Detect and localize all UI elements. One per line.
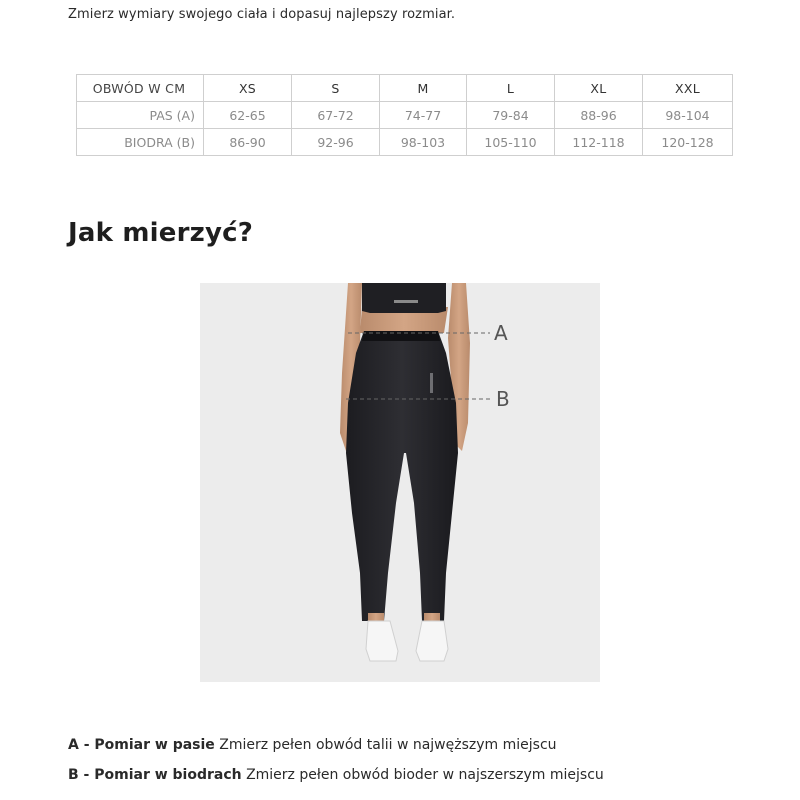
legend-text-waist: Zmierz pełen obwód talii w najwęższym miejscu bbox=[219, 737, 557, 753]
marker-label-a: A bbox=[494, 321, 508, 345]
table-cell: 105-110 bbox=[467, 129, 555, 156]
table-cell: 79-84 bbox=[467, 102, 555, 129]
table-cell: 120-128 bbox=[643, 129, 733, 156]
legend-key-waist: A - Pomiar w pasie bbox=[68, 737, 215, 753]
legend-hips bbox=[68, 767, 604, 783]
table-cell: 67-72 bbox=[292, 102, 380, 129]
leggings-icon bbox=[346, 331, 458, 621]
row-label-hips: BIODRA (B) bbox=[77, 129, 204, 156]
table-cell: 74-77 bbox=[380, 102, 467, 129]
intro-text: Zmierz wymiary swojego ciała i dopasuj najlepszy rozmiar. bbox=[68, 7, 456, 22]
header-circumference: OBWÓD W CM bbox=[77, 75, 204, 102]
marker-label-b: B bbox=[496, 387, 510, 411]
table-row-waist bbox=[77, 102, 733, 129]
left-sneaker-icon bbox=[366, 621, 398, 661]
legend-waist bbox=[68, 737, 557, 753]
header-size-xs: XS bbox=[204, 75, 292, 102]
table-cell: 88-96 bbox=[555, 102, 643, 129]
header-size-xxl: XXL bbox=[643, 75, 733, 102]
table-cell: 98-104 bbox=[643, 102, 733, 129]
size-table bbox=[76, 74, 733, 156]
table-row-hips bbox=[77, 129, 733, 156]
row-label-waist: PAS (A) bbox=[77, 102, 204, 129]
table-cell: 98-103 bbox=[380, 129, 467, 156]
section-title: Jak mierzyć? bbox=[68, 218, 253, 248]
header-size-s: S bbox=[292, 75, 380, 102]
table-cell: 86-90 bbox=[204, 129, 292, 156]
legend-key-hips: B - Pomiar w biodrach bbox=[68, 767, 242, 783]
table-cell: 112-118 bbox=[555, 129, 643, 156]
header-size-m: M bbox=[380, 75, 467, 102]
right-sneaker-icon bbox=[416, 621, 448, 661]
model-illustration bbox=[200, 283, 600, 682]
table-cell: 62-65 bbox=[204, 102, 292, 129]
leggings-model-photo bbox=[200, 283, 600, 682]
sports-bra-icon bbox=[362, 283, 446, 313]
header-size-xl: XL bbox=[555, 75, 643, 102]
header-size-l: L bbox=[467, 75, 555, 102]
table-cell: 92-96 bbox=[292, 129, 380, 156]
legend-text-hips: Zmierz pełen obwód bioder w najszerszym miejscu bbox=[246, 767, 604, 783]
size-table-header-row bbox=[77, 75, 733, 102]
